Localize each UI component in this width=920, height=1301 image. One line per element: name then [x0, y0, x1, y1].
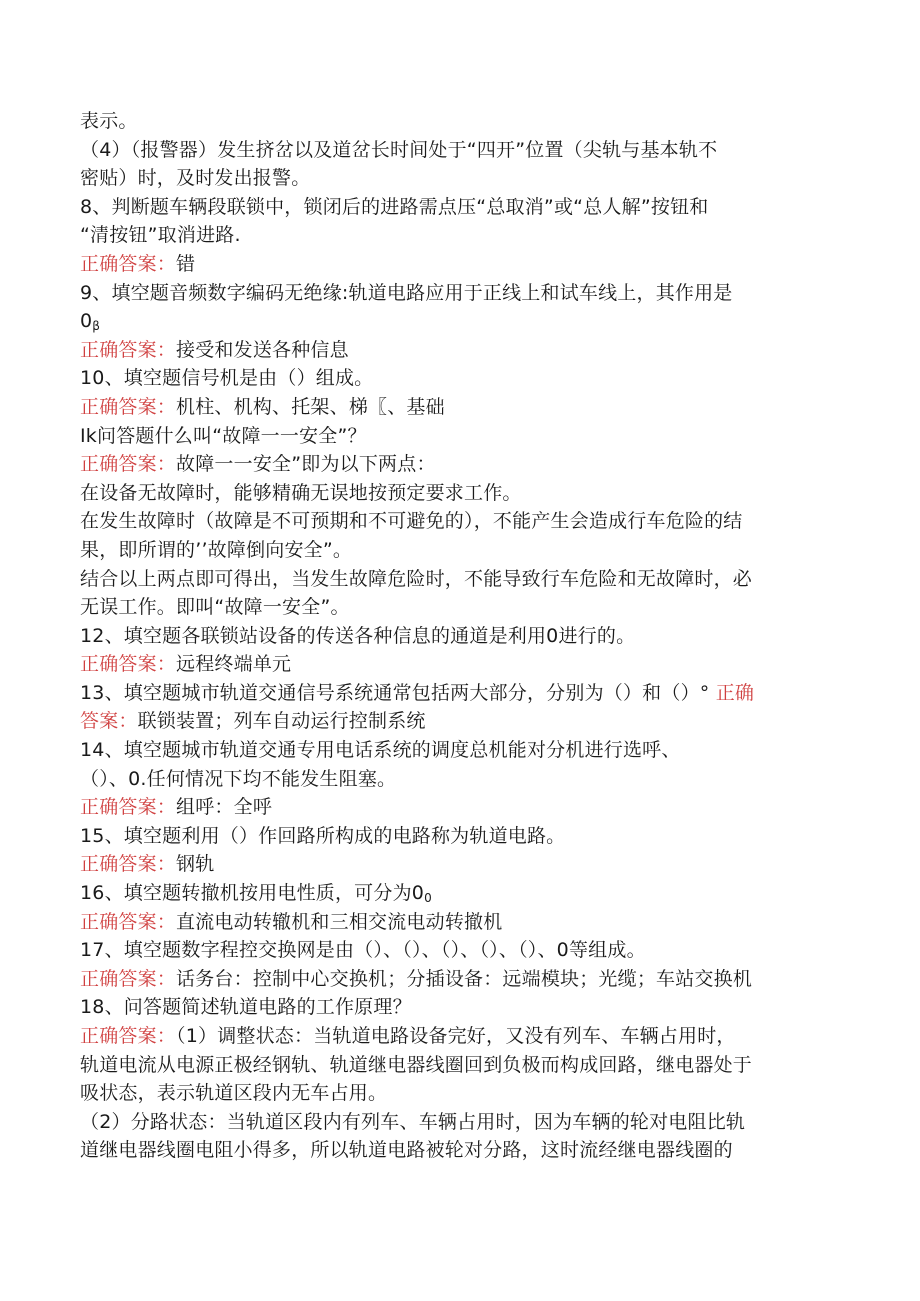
text-line	[80, 107, 840, 136]
text-line	[80, 479, 840, 508]
text-line	[80, 793, 840, 822]
text-line	[80, 536, 840, 565]
text-line	[80, 850, 840, 879]
answer-label: 正确答案：	[80, 453, 177, 476]
text-line	[80, 393, 840, 422]
text-line	[80, 450, 840, 479]
line-text: 16、填空题转撤机按用电性质，可分为0	[80, 882, 425, 905]
text-line	[80, 307, 840, 336]
text-line	[80, 707, 840, 736]
answer-label: 答案：	[80, 710, 138, 733]
line-text: 果，即所谓的’’故障倒向安全”。	[80, 538, 353, 561]
line-text: 故障一一安全”即为以下两点：	[176, 453, 436, 476]
line-text: 15、填空题利用（）作回路所构成的电路称为轨道电路。	[80, 824, 566, 847]
text-line	[80, 908, 840, 937]
text-line	[80, 993, 840, 1022]
line-text: 联锁装置；列车自动运行控制系统	[137, 710, 426, 733]
line-text: 接受和发送各种信息	[176, 338, 349, 361]
line-text: Ik问答题什么叫“故障一一安全”？	[80, 424, 367, 447]
line-text: （1）调整状态：当轨道电路设备完好，又没有列车、车辆占用时，	[176, 1025, 736, 1047]
answer-label: 正确答案：	[80, 1025, 177, 1047]
text-line	[80, 164, 840, 193]
text-line	[80, 1051, 840, 1080]
line-text: 密贴）时，及时发出报警。	[80, 167, 311, 190]
line-text: 轨道电流从电源正极经钢轨、轨道继电器线圈回到负极而构成回路，继电器处于	[80, 1053, 753, 1076]
line-text: 错	[176, 252, 196, 275]
text-line	[80, 765, 840, 794]
line-text: 无误工作。即叫“故障一安全”。	[80, 596, 350, 619]
document-page	[80, 107, 840, 1165]
answer-label: 正确答案：	[80, 796, 177, 819]
line-text: （4）（报警器）发生挤岔以及道岔长时间处于“四开”位置（尖轨与基本轨不	[80, 138, 718, 161]
text-line	[80, 1136, 840, 1165]
text-line	[80, 822, 840, 851]
text-line	[80, 1022, 840, 1051]
line-text: 在设备无故障时，能够精确无误地按预定要求工作。	[80, 481, 522, 504]
text-line	[80, 193, 840, 222]
text-line	[80, 279, 840, 308]
answer-label: 正确答案：	[80, 338, 177, 361]
line-text: 吸状态，表示轨道区段内无车占用。	[80, 1082, 388, 1105]
line-text: 18、问答题简述轨道电路的工作原理？	[80, 996, 412, 1019]
answer-label: 正确答案：	[80, 395, 177, 418]
answer-label: 正确	[715, 681, 755, 704]
answer-label: 正确答案：	[80, 910, 177, 933]
text-line	[80, 593, 840, 622]
line-text: 8、判断题车辆段联锁中，锁闭后的进路需点压“总取消”或“总人解”按钮和	[80, 195, 709, 218]
text-line	[80, 507, 840, 536]
subscript-text: β	[92, 319, 101, 334]
line-text: 0	[80, 310, 93, 333]
line-text: 话务台：控制中心交换机；分插设备：远端模块；光缆；车站交换机	[176, 967, 753, 990]
text-line	[80, 565, 840, 594]
text-line	[80, 1079, 840, 1108]
line-text: 远程终端单元	[176, 653, 292, 676]
text-line	[80, 879, 840, 908]
answer-label: 正确答案：	[80, 853, 177, 876]
line-text: 直流电动转辙机和三相交流电动转撤机	[176, 910, 503, 933]
answer-label: 正确答案：	[80, 252, 177, 275]
text-line	[80, 736, 840, 765]
answer-label: 正确答案：	[80, 967, 177, 990]
text-line	[80, 679, 840, 708]
text-line	[80, 936, 840, 965]
text-line	[80, 250, 840, 279]
line-text: 17、填空题数字程控交换网是由（）、（）、（）、（）、（）、0等组成。	[80, 939, 646, 962]
subscript-text: 0	[424, 891, 432, 906]
text-line	[80, 364, 840, 393]
text-line	[80, 965, 840, 994]
line-text: “清按钮”取消进路.	[80, 224, 241, 247]
line-text: 结合以上两点即可得出，当发生故障危险时，不能导致行车危险和无故障时，必	[80, 567, 753, 590]
line-text: 表示。	[80, 110, 138, 132]
line-text: 道继电器线圈电阻小得多，所以轨道电路被轮对分路，这时流经继电器线圈的	[80, 1139, 733, 1162]
line-text: 钢轨	[176, 853, 215, 876]
text-line	[80, 622, 840, 651]
line-text: 12、填空题各联锁站设备的传送各种信息的通道是利用0进行的。	[80, 624, 636, 647]
line-text: 14、填空题城市轨道交通专用电话系统的调度总机能对分机进行选呼、	[80, 739, 681, 762]
text-line	[80, 422, 840, 451]
line-text: （2）分路状态：当轨道区段内有列车、车辆占用时，因为车辆的轮对电阻比轨	[80, 1110, 746, 1133]
line-text: （）、0.任何情况下均不能发生阻塞。	[80, 767, 397, 790]
text-line	[80, 1108, 840, 1137]
answer-label: 正确答案：	[80, 653, 177, 676]
text-line	[80, 136, 840, 165]
line-text: 在发生故障时（故障是不可预期和不可避免的），不能产生会造成行车危险的结	[80, 510, 743, 533]
line-text: 10、填空题信号机是由（）组成。	[80, 367, 374, 390]
line-text: 组呼：全呼	[176, 796, 273, 819]
line-text: 9、填空题音频数字编码无绝缘:轨道电路应用于正线上和试车线上，其作用是	[80, 281, 733, 304]
text-line	[80, 336, 840, 365]
line-text: 机柱、机构、托架、梯〖、基础	[176, 395, 445, 418]
line-text: 13、填空题城市轨道交通信号系统通常包括两大部分，分别为（）和（）°	[80, 681, 716, 704]
text-line	[80, 221, 840, 250]
text-line	[80, 650, 840, 679]
